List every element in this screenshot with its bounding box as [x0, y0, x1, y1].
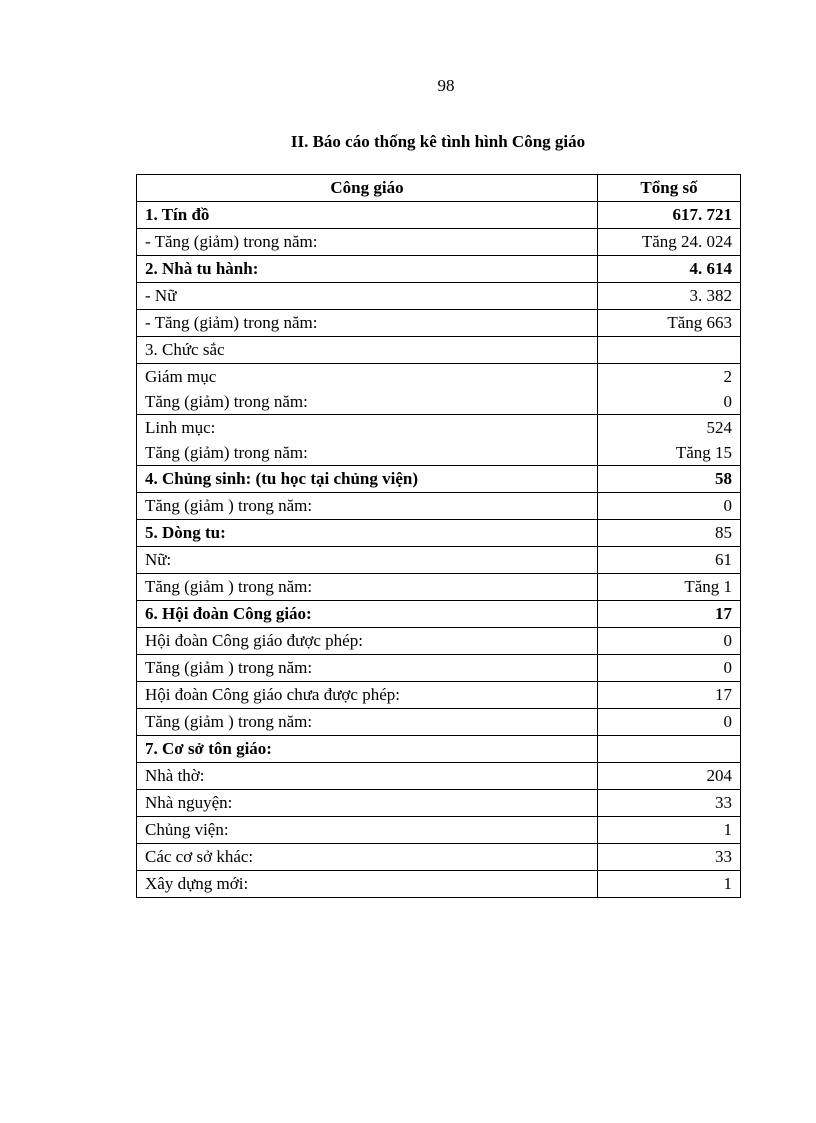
row-label: - Tăng (giảm) trong năm: — [145, 313, 318, 332]
row-value: 524 — [706, 418, 732, 437]
table-row — [137, 601, 741, 628]
row-label: - Tăng (giảm) trong năm: — [145, 232, 318, 251]
row-label: Tăng (giảm ) trong năm: — [145, 712, 313, 731]
row-label: Nhà nguyện: — [145, 793, 233, 812]
row-label-cell — [137, 466, 598, 493]
table-row — [137, 415, 741, 466]
row-label: Giám mục — [145, 367, 217, 386]
row-value: 61 — [715, 550, 732, 569]
row-value: 0 — [723, 631, 732, 650]
row-label-cell — [137, 682, 598, 709]
table-row — [137, 628, 741, 655]
row-label: Hội đoàn Công giáo chưa được phép: — [145, 685, 400, 704]
table-row — [137, 574, 741, 601]
row-value: 0 — [723, 712, 732, 731]
row-label-cell — [137, 601, 598, 628]
row-label: 2. Nhà tu hành: — [145, 259, 259, 278]
row-label: 6. Hội đoàn Công giáo: — [145, 604, 312, 623]
row-label: 3. Chức sắc — [145, 340, 225, 359]
row-value: 33 — [715, 793, 732, 812]
row-label: 4. Chủng sinh: (tu học tại chủng viện) — [145, 469, 419, 488]
row-value: Tăng 1 — [684, 577, 732, 596]
row-value-cell — [598, 817, 741, 844]
row-label: Linh mục: — [145, 418, 216, 437]
row-value: 617. 721 — [672, 205, 732, 224]
table-row — [137, 202, 741, 229]
row-label: Hội đoàn Công giáo được phép: — [145, 631, 363, 650]
row-value: 17 — [715, 685, 732, 704]
row-value-cell — [598, 790, 741, 817]
row-value-cell — [598, 844, 741, 871]
row-label: Tăng (giảm ) trong năm: — [145, 496, 313, 515]
row-label-cell — [137, 574, 598, 601]
row-label: Nhà thờ: — [145, 766, 205, 785]
row-value-cell — [598, 736, 741, 763]
row-label: Tăng (giảm) trong năm: — [145, 392, 308, 411]
row-value — [606, 337, 732, 362]
row-value-cell — [598, 520, 741, 547]
table-row — [137, 337, 741, 364]
row-label-cell — [137, 736, 598, 763]
row-value: 0 — [723, 392, 732, 411]
row-label: Các cơ sở khác: — [145, 847, 254, 866]
table-row — [137, 520, 741, 547]
page-title: II. Báo cáo thống kê tình hình Công giáo — [290, 132, 586, 151]
row-value-cell — [598, 601, 741, 628]
row-value — [606, 736, 732, 761]
table-row — [137, 763, 741, 790]
row-value-cell — [598, 574, 741, 601]
row-value: Tăng 24. 024 — [641, 232, 732, 251]
row-label: Xây dựng mới: — [145, 874, 249, 893]
row-label: 7. Cơ sở tôn giáo: — [145, 739, 272, 758]
row-value: 85 — [715, 523, 732, 542]
table-row — [137, 682, 741, 709]
row-value: 1 — [723, 820, 732, 839]
row-label-cell — [137, 790, 598, 817]
table-row — [137, 283, 741, 310]
row-label: 5. Dòng tu: — [145, 523, 226, 542]
row-label: Tăng (giảm ) trong năm: — [145, 577, 313, 596]
row-value: 2 — [723, 367, 732, 386]
table-header-row — [137, 175, 741, 202]
row-label-cell — [137, 364, 598, 415]
row-label-cell — [137, 817, 598, 844]
table-row — [137, 655, 741, 682]
table-row — [137, 790, 741, 817]
row-label-cell — [137, 229, 598, 256]
row-value: 17 — [715, 604, 732, 623]
table-row — [137, 844, 741, 871]
row-label-cell — [137, 520, 598, 547]
row-label: - Nữ — [145, 286, 177, 305]
row-label-cell — [137, 871, 598, 898]
row-label: 1. Tín đồ — [145, 205, 210, 224]
row-value-cell — [598, 628, 741, 655]
row-label-cell — [137, 256, 598, 283]
row-value-cell — [598, 493, 741, 520]
table-row — [137, 229, 741, 256]
table-row — [137, 310, 741, 337]
row-value: 0 — [723, 658, 732, 677]
row-value: 58 — [715, 469, 732, 488]
row-label-cell — [137, 763, 598, 790]
statistics-table — [136, 174, 741, 898]
row-label-cell — [137, 415, 598, 466]
row-label-cell — [137, 493, 598, 520]
row-value: 1 — [723, 874, 732, 893]
column-header-category: Công giáo — [137, 175, 598, 202]
row-value-cell — [598, 655, 741, 682]
row-value-cell — [598, 202, 741, 229]
row-label: Nữ: — [145, 550, 172, 569]
row-label: Chủng viện: — [145, 820, 229, 839]
row-label-cell — [137, 844, 598, 871]
row-value: 33 — [715, 847, 732, 866]
row-value-cell — [598, 709, 741, 736]
row-value: 0 — [723, 496, 732, 515]
table-row — [137, 871, 741, 898]
row-value-cell — [598, 283, 741, 310]
row-label-cell — [137, 628, 598, 655]
column-header-total: Tổng số — [598, 175, 741, 202]
table-row — [137, 466, 741, 493]
row-value-cell — [598, 310, 741, 337]
table-row — [137, 817, 741, 844]
row-label: Tăng (giảm) trong năm: — [145, 443, 308, 462]
row-value-cell — [598, 763, 741, 790]
table-row — [137, 493, 741, 520]
row-value: 4. 614 — [689, 259, 732, 278]
row-value-cell — [598, 256, 741, 283]
row-value-cell — [598, 337, 741, 364]
row-label-cell — [137, 547, 598, 574]
row-value-cell — [598, 682, 741, 709]
row-value-cell — [598, 364, 741, 415]
table-row — [137, 364, 741, 415]
row-label-cell — [137, 655, 598, 682]
row-value-cell — [598, 466, 741, 493]
row-value: 3. 382 — [689, 286, 732, 305]
row-value: 204 — [706, 766, 732, 785]
row-value-cell — [598, 415, 741, 466]
row-value: Tăng 15 — [675, 443, 732, 462]
page-number: 98 — [437, 76, 455, 95]
row-label: Tăng (giảm ) trong năm: — [145, 658, 313, 677]
table-row — [137, 256, 741, 283]
row-label-cell — [137, 709, 598, 736]
table-row — [137, 709, 741, 736]
table-row — [137, 547, 741, 574]
row-label-cell — [137, 202, 598, 229]
row-value-cell — [598, 229, 741, 256]
row-value-cell — [598, 871, 741, 898]
row-label-cell — [137, 310, 598, 337]
table-body — [137, 202, 741, 898]
row-value-cell — [598, 547, 741, 574]
row-label-cell — [137, 337, 598, 364]
row-label-cell — [137, 283, 598, 310]
table-row — [137, 736, 741, 763]
row-value: Tăng 663 — [667, 313, 732, 332]
